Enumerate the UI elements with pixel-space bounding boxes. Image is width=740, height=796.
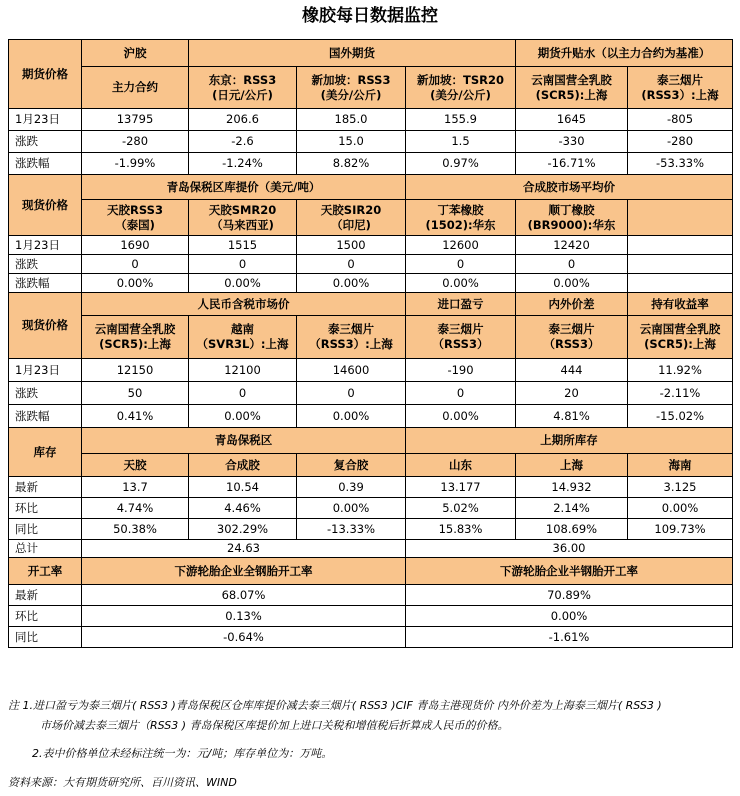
row-label: 涨跌 — [9, 255, 82, 274]
group-header: 合成胶市场平均价 — [406, 175, 733, 200]
header-line: 云南国营全乳胶 — [639, 322, 721, 336]
note-line: 注 1.进口盈亏为泰三烟片( RSS3 )青岛保税区仓库库提价减去泰三烟片( RSS3 )CIF 青岛主港现货价 内外价差为上海泰三烟片( RSS3 ) — [8, 699, 662, 712]
group-header: 进口盈亏 — [406, 293, 516, 316]
data-cell: 12150 — [82, 359, 189, 382]
header-line: 天胶SIR20 — [320, 202, 382, 217]
column-header: 天胶 — [82, 454, 189, 477]
group-header: 内外价差 — [516, 293, 628, 316]
data-cell: 14.932 — [516, 477, 628, 498]
column-header: 上海 — [516, 454, 628, 477]
data-cell: 0 — [406, 255, 516, 274]
section-label-spot: 现货价格 — [9, 293, 82, 359]
group-header: 人民币含税市场价 — [82, 293, 406, 316]
column-header: 山东 — [406, 454, 516, 477]
column-header — [82, 200, 189, 236]
header-line: (RSS3）:上海 — [641, 87, 719, 102]
data-cell: 185.0 — [297, 109, 406, 131]
data-cell: -190 — [406, 359, 516, 382]
data-cell: 0.00% — [189, 405, 297, 428]
data-cell: 70.89% — [406, 585, 733, 606]
header-line: 新加坡：RSS3 — [311, 72, 391, 87]
data-cell: 1645 — [516, 109, 628, 131]
data-cell: 109.73% — [628, 519, 733, 540]
column-header: 合成胶 — [189, 454, 297, 477]
column-header — [406, 67, 516, 109]
header-line: 越南 — [231, 322, 254, 336]
group-header: 下游轮胎企业全钢胎开工率 — [82, 558, 406, 585]
data-cell: -280 — [82, 131, 189, 153]
data-cell: 444 — [516, 359, 628, 382]
row-label: 环比 — [9, 498, 82, 519]
data-cell: 2.14% — [516, 498, 628, 519]
data-cell: 4.74% — [82, 498, 189, 519]
data-cell: 0.00% — [628, 498, 733, 519]
header-line: （RSS3） — [432, 337, 489, 351]
data-cell: 4.81% — [516, 405, 628, 428]
header-line: 新加坡：TSR20 — [417, 72, 504, 87]
group-header: 持有收益率 — [628, 293, 733, 316]
data-cell: -1.61% — [406, 627, 733, 648]
header-line: （RSS3） — [543, 337, 600, 351]
data-cell: 206.6 — [189, 109, 297, 131]
data-cell: 0.00% — [297, 405, 406, 428]
row-label: 最新 — [9, 477, 82, 498]
data-cell: -15.02% — [628, 405, 733, 428]
data-cell: -0.64% — [82, 627, 406, 648]
data-cell: 1515 — [189, 236, 297, 255]
data-cell: -805 — [628, 109, 733, 131]
header-line: 泰三烟片 — [548, 322, 595, 336]
note-line: 市场价减去泰三烟片（RSS3 ) 青岛保税区库提价加上进口关税和增值税后折算成人民币的价格。 — [40, 719, 509, 732]
header-line: 泰三烟片 — [328, 322, 374, 336]
data-cell — [628, 274, 733, 293]
data-cell: 0.39 — [297, 477, 406, 498]
source-line: 资料来源：大有期货研究所、百川资讯、WIND — [8, 776, 237, 789]
group-header: 沪胶 — [82, 40, 189, 67]
data-cell: 12100 — [189, 359, 297, 382]
group-header: 期货升贴水（以主力合约为基准） — [516, 40, 733, 67]
header-line: 顺丁橡胶 — [548, 202, 595, 217]
data-cell: -330 — [516, 131, 628, 153]
rubber-data-table — [8, 39, 733, 648]
header-line: （泰国) — [115, 217, 155, 232]
data-cell: -1.24% — [189, 153, 297, 175]
column-header: 复合胶 — [297, 454, 406, 477]
section-label-inventory: 库存 — [9, 428, 82, 477]
data-cell: 0.41% — [82, 405, 189, 428]
row-label: 同比 — [9, 519, 82, 540]
row-label: 最新 — [9, 585, 82, 606]
column-header — [297, 67, 406, 109]
data-cell: 12600 — [406, 236, 516, 255]
total-cell: 24.63 — [82, 540, 406, 558]
column-header — [297, 200, 406, 236]
data-cell: 1500 — [297, 236, 406, 255]
page-title: 橡胶每日数据监控 — [302, 6, 438, 26]
row-label: 同比 — [9, 627, 82, 648]
header-line: （马来西亚) — [211, 217, 274, 232]
header-line: 东京：RSS3 — [208, 72, 277, 87]
data-cell: 108.69% — [516, 519, 628, 540]
header-line: 泰三烟片 — [437, 322, 484, 336]
total-cell: 36.00 — [406, 540, 733, 558]
data-cell: 0 — [406, 382, 516, 405]
group-header: 下游轮胎企业半钢胎开工率 — [406, 558, 733, 585]
header-line: (日元/公斤) — [212, 87, 273, 102]
group-header: 青岛保税区 — [82, 428, 406, 454]
data-cell: 0.00% — [189, 274, 297, 293]
data-cell: -53.33% — [628, 153, 733, 175]
column-header-empty — [628, 200, 733, 236]
header-line: (SCR5):上海 — [644, 337, 716, 351]
data-cell: 0 — [297, 255, 406, 274]
column-header — [189, 200, 297, 236]
data-cell: 1.5 — [406, 131, 516, 153]
header-line: 天胶SMR20 — [208, 202, 277, 217]
row-label: 涨跌 — [9, 131, 82, 153]
data-cell: -280 — [628, 131, 733, 153]
row-label: 1月23日 — [9, 236, 82, 255]
header-line: （印尼) — [331, 217, 371, 232]
group-header: 上期所库存 — [406, 428, 733, 454]
data-cell: 0 — [189, 255, 297, 274]
data-cell: 15.0 — [297, 131, 406, 153]
data-cell: 13.7 — [82, 477, 189, 498]
header-line: 丁苯橡胶 — [437, 202, 484, 217]
data-cell: -1.99% — [82, 153, 189, 175]
column-header — [189, 316, 297, 359]
column-header — [628, 67, 733, 109]
row-label: 涨跌幅 — [9, 153, 82, 175]
data-cell: 50 — [82, 382, 189, 405]
header-line: 天胶RSS3 — [107, 202, 163, 217]
column-header — [406, 200, 516, 236]
row-label: 1月23日 — [9, 109, 82, 131]
row-label: 1月23日 — [9, 359, 82, 382]
header-line: (1502):华东 — [425, 217, 496, 232]
data-cell: -13.33% — [297, 519, 406, 540]
section-label-futures: 期货价格 — [9, 40, 82, 109]
header-line: （SVR3L）:上海 — [196, 337, 289, 351]
data-cell: 0.00% — [406, 274, 516, 293]
header-line: (美分/公斤) — [430, 87, 491, 102]
data-cell: 155.9 — [406, 109, 516, 131]
note-line: 2.表中价格单位未经标注统一为：元/吨；库存单位为：万吨。 — [32, 747, 333, 760]
data-cell — [628, 255, 733, 274]
data-cell — [628, 236, 733, 255]
row-label: 总计 — [9, 540, 82, 558]
data-cell: 15.83% — [406, 519, 516, 540]
header-line: (SCR5):上海 — [535, 87, 608, 102]
column-header — [516, 200, 628, 236]
data-cell: 11.92% — [628, 359, 733, 382]
data-cell: 5.02% — [406, 498, 516, 519]
data-cell: 8.82% — [297, 153, 406, 175]
data-cell: 0 — [189, 382, 297, 405]
column-header — [628, 316, 733, 359]
data-cell: -2.6 — [189, 131, 297, 153]
header-line: 云南国营全乳胶 — [531, 72, 612, 87]
data-cell: 0.00% — [516, 274, 628, 293]
column-header — [82, 316, 189, 359]
data-cell: 68.07% — [82, 585, 406, 606]
data-cell: 4.46% — [189, 498, 297, 519]
group-header: 国外期货 — [189, 40, 516, 67]
header-line: 云南国营全乳胶 — [94, 322, 176, 336]
data-cell: -16.71% — [516, 153, 628, 175]
data-cell: 0.00% — [297, 274, 406, 293]
data-cell: 0 — [297, 382, 406, 405]
data-cell: -2.11% — [628, 382, 733, 405]
column-header — [406, 316, 516, 359]
data-cell: 0 — [516, 255, 628, 274]
data-cell: 13.177 — [406, 477, 516, 498]
data-cell: 12420 — [516, 236, 628, 255]
data-cell: 302.29% — [189, 519, 297, 540]
data-cell: 13795 — [82, 109, 189, 131]
header-line: (SCR5):上海 — [99, 337, 171, 351]
data-cell: 14600 — [297, 359, 406, 382]
section-label-spot: 现货价格 — [9, 175, 82, 236]
row-label: 涨跌幅 — [9, 274, 82, 293]
row-label: 环比 — [9, 606, 82, 627]
row-label: 涨跌幅 — [9, 405, 82, 428]
column-header — [516, 67, 628, 109]
data-cell: 3.125 — [628, 477, 733, 498]
column-header — [516, 316, 628, 359]
header-line: 泰三烟片 — [657, 72, 703, 87]
data-cell: 0.00% — [82, 274, 189, 293]
data-cell: 20 — [516, 382, 628, 405]
data-cell: 1690 — [82, 236, 189, 255]
data-cell: 0.97% — [406, 153, 516, 175]
group-header: 青岛保税区库提价（美元/吨） — [82, 175, 406, 200]
data-cell: 50.38% — [82, 519, 189, 540]
data-cell: 0.00% — [406, 405, 516, 428]
row-label: 涨跌 — [9, 382, 82, 405]
data-cell: 0.00% — [297, 498, 406, 519]
column-header: 海南 — [628, 454, 733, 477]
data-cell: 0.00% — [406, 606, 733, 627]
column-header: 主力合约 — [82, 67, 189, 109]
header-line: (美分/公斤) — [320, 87, 382, 102]
header-line: （RSS3）:上海 — [309, 337, 393, 351]
data-cell: 0.13% — [82, 606, 406, 627]
column-header — [297, 316, 406, 359]
header-line: (BR9000):华东 — [527, 217, 616, 232]
column-header — [189, 67, 297, 109]
data-cell: 10.54 — [189, 477, 297, 498]
data-cell: 0 — [82, 255, 189, 274]
section-label-operating: 开工率 — [9, 558, 82, 585]
